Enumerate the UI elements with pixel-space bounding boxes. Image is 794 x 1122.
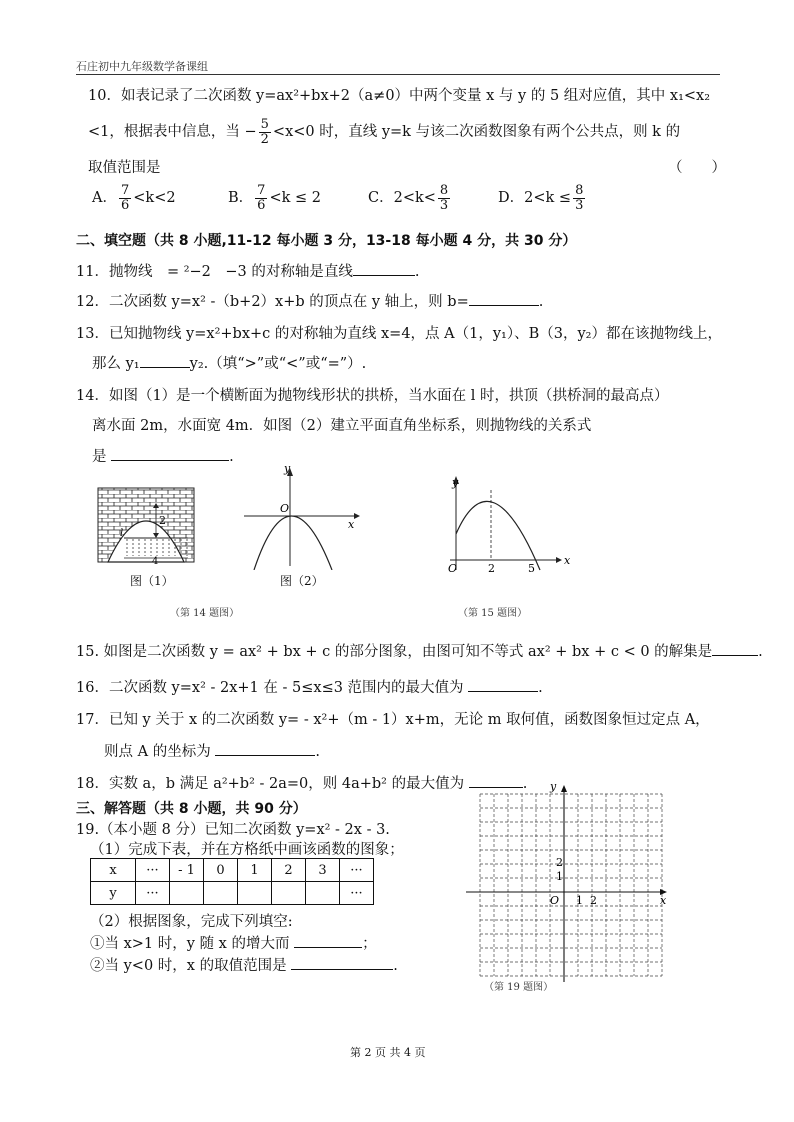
bridge-l-label: l (120, 528, 124, 539)
fig15-caption: （第 15 题图） (458, 608, 528, 619)
q19-value-table (90, 858, 374, 905)
q17-line1: 17．已知 y 关于 x 的二次函数 y= - x²+（m - 1）x+m，无论 m 取何值，函数图象恒过定点 A， (76, 712, 710, 728)
grid-y-tick-1: 1 (556, 870, 563, 883)
fig14-coordinate-parabola (240, 466, 360, 570)
grid-x-label: x (660, 894, 667, 907)
q19-line3: （2）根据图象，完成下列填空: (90, 914, 293, 930)
section3-title: 三、解答题（共 8 小题，共 90 分） (76, 801, 307, 817)
q11: 11．抛物线 = ²−2 −3 的对称轴是直线 . (76, 264, 420, 280)
grid-x-tick-2: 2 (590, 894, 597, 907)
fig15-y-label: y (452, 476, 459, 489)
q10-line2 (88, 118, 680, 146)
q19-item2: ②当 y<0 时，x 的取值范围是 . (90, 958, 398, 974)
q10-option-c: C．2<k< $\frac{8}{3}$ (368, 183, 449, 213)
fig15-origin-label: O (448, 562, 458, 574)
q10-option-d: D．2<k ≤ $\frac{8}{3}$ (498, 183, 584, 213)
q10-line1: 10．如表记录了二次函数 y=ax²+bx+2（a≠0）中两个变量 x 与 y 的 5 组对应值，其中 x₁<x₂ (88, 88, 711, 104)
q12: 12．二次函数 y=x² -（b+2）x+b 的顶点在 y 轴上，则 b= . (76, 294, 544, 310)
fig2-label: 图（2） (280, 574, 324, 588)
q19-row-y: y ··· ··· (91, 882, 374, 905)
q17-line2: 则点 A 的坐标为 . (104, 744, 320, 760)
q19-caption: （第 19 题图） (484, 982, 554, 993)
bridge-height-label: 2 (159, 514, 166, 527)
fig15-x-label: x (564, 554, 570, 567)
q13-line2: 那么 y₁ y₂.（填“>”或“<”或“=”）. (92, 356, 367, 372)
q10-line3: 取值范围是 (88, 160, 161, 176)
grid-y-label: y (550, 782, 557, 793)
q10-line2-b: <x<0 时，直线 y=k 与该二次函数图象有两个公共点，则 k 的 (272, 124, 681, 141)
fig15-parabola (440, 474, 570, 574)
grid-origin-label: O (550, 894, 560, 907)
q14-line2: 离水面 2m，水面宽 4m．如图（2）建立平面直角坐标系，则抛物线的关系式 (92, 418, 592, 434)
page-footer: 第 2 页 共 4 页 (350, 1046, 426, 1059)
q10-option-a: A． $\frac{7}{6}$ <k<2 (92, 183, 176, 213)
q10-line2-a: <1，根据表中信息，当 − (88, 124, 257, 141)
q18: 18．实数 a，b 满足 a²+b² - 2a=0，则 4a+b² 的最大值为 . (76, 776, 528, 792)
q16: 16．二次函数 y=x² - 2x+1 在 - 5≤x≤3 范围内的最大值为 . (76, 680, 543, 696)
q19-line1: 19.（本小题 8 分）已知二次函数 y=x² - 2x - 3. (76, 822, 390, 838)
q14-line1: 14．如图（1）是一个横断面为抛物线形状的拱桥，当水面在 l 时，拱顶（拱桥洞的最高点） (76, 388, 669, 404)
grid-x-tick-1: 1 (576, 894, 583, 907)
q13-line1: 13．已知抛物线 y=x²+bx+c 的对称轴为直线 x=4，点 A（1，y₁）、B（3，y₂）都在该抛物线上， (76, 326, 722, 342)
header-rule (76, 74, 720, 75)
q19-row-x: x ··· - 1 0 1 2 3 ··· (91, 859, 374, 882)
fig15-tick-5: 5 (528, 562, 535, 574)
fig15-tick-2: 2 (488, 562, 495, 574)
q14-line3: 是 . (92, 449, 234, 465)
fig14-bridge (96, 486, 196, 566)
q19-grid-paper[interactable] (462, 782, 672, 994)
fig2-origin-label: O (280, 502, 290, 515)
q10-fraction: $\frac{5}{2}$ (260, 117, 269, 147)
section2-title: 二、填空题（共 8 小题,11-12 每小题 3 分，13-18 每小题 4 分，共 30 分） (76, 233, 577, 249)
q10-answer-paren: （ ） (668, 160, 726, 176)
q19-line2: （1）完成下表，并在方格纸中画该函数的图象； (90, 842, 404, 858)
q15: 15. 如图是二次函数 y = ax² + bx + c 的部分图象，由图可知不等式 ax² + bx + c < 0 的解集是 . (76, 644, 763, 660)
bridge-width-label: 4 (152, 556, 159, 566)
grid-y-tick-2: 2 (556, 856, 563, 869)
fig2-x-label: x (348, 518, 355, 531)
q19-item1: ①当 x>1 时，y 随 x 的增大而 ； (90, 936, 377, 952)
fig1-label: 图（1） (130, 574, 174, 588)
fig14-caption: （第 14 题图） (170, 608, 240, 619)
fig2-y-label: y (284, 466, 291, 475)
header-group: 石庄初中九年级数学备课组 (76, 60, 208, 73)
q10-option-b: B． $\frac{7}{6}$ <k ≤ 2 (228, 183, 321, 213)
